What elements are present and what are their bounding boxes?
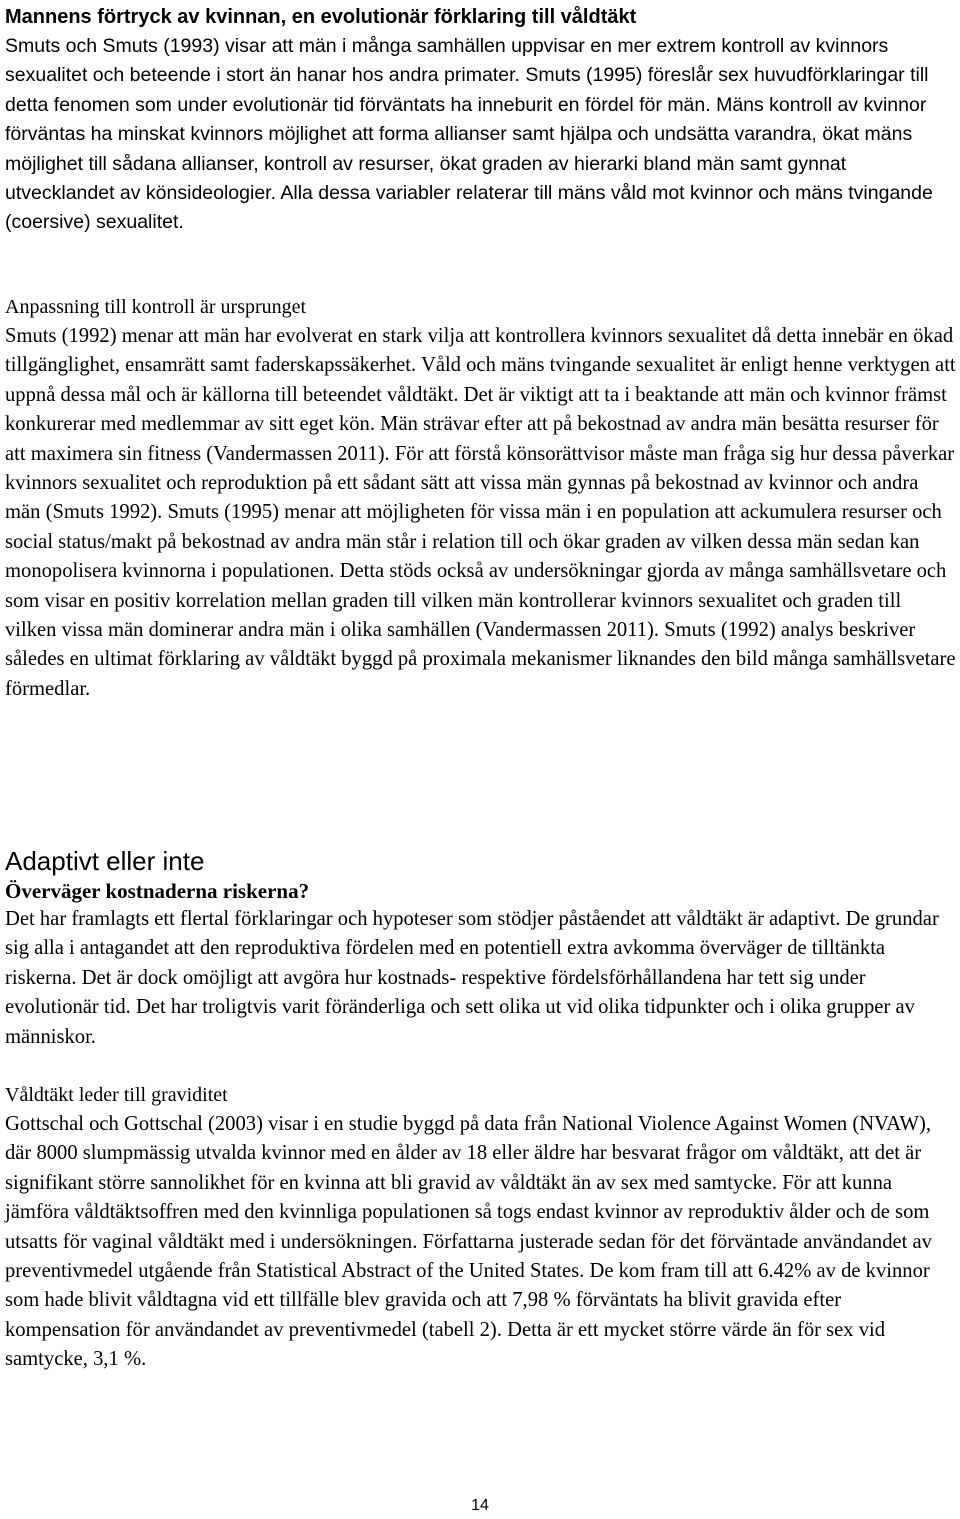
section-title: Anpassning till kontroll är ursprunget bbox=[5, 296, 307, 318]
section-adaptive bbox=[5, 845, 957, 1052]
section-body: Smuts (1992) menar att män har evolverat en stark vilja att kontrollera kvinnors sexualitet då detta innebär en ökad tillgänglighet, ensamrätt samt faderskapssäkerhet. Våld och mäns tvingande sexualitet är enligt henne verktygen att uppnå dessa mål och är källorna till beteendet våldtäkt. Det är viktigt att ta i beaktande att män och kvinnor främst konkurerar med medlemmar av sitt eget kön. Män strävar efter att på bekostnad av andra män besätta resurser för att maximera sin fitness (Vandermassen 2011). För att förstå könsorättvisor måste man fråga sig hur dessa påverkar kvinnors sexualitet och reproduktion på ett sådant sätt att vissa män gynnas på bekostnad av kvinnor och andra män (Smuts 1992). Smuts (1995) menar att möjligheten för vissa män i en population att ackumulera resurser och social status/makt på bekostnad av andra män står i relation till och ökar graden av vilken dessa män sedan kan monopolisera kvinnorna i populationen. Detta stöds också av undersökningar gjorda av många samhällsvetare och som visar en positiv korrelation mellan graden till vilken män kontrollerar kvinnors sexualitet och graden till vilken vissa män dominerar andra män i olika samhällen (Vandermassen 2011). Smuts (1992) analys beskriver således en ultimat förklaring av våldtäkt byggd på proximala mekanismer liknandes den bild många samhällsvetare förmedlar. bbox=[5, 325, 956, 700]
section-body: Det har framlagts ett flertal förklaringar och hypoteser som stödjer påståendet att våldtäkt är adaptivt. De grundar sig alla i antagandet att den reproduktiva fördelen med en potentiell extra avkomma överväger de tilltänkta riskerna. Det är dock omöjligt att avgöra hur kostnads- respektive fördelsförhållandena har tett sig under evolutionär tid. Det har troligtvis varit föränderliga och sett olika ut vid olika tidpunkter och i olika grupper av människor. bbox=[5, 908, 939, 1048]
section-body: Gottschal och Gottschal (2003) visar i en studie byggd på data från National Violence Against Women (NVAW), där 8000 slumpmässig utvalda kvinnor med en ålder av 18 eller äldre har besvarat frågor om våldtäkt, att det är signifikant större sannolikhet för en kvinna att bli gravid av våldtäkt än av sex med samtycke. För att kunna jämföra våldtäktsoffren med den kvinnliga populationen så togs endast kvinnor av reproduktiv ålder och de som utsatts för vaginal våldtäkt med i undersökningen. Författarna justerade sedan för det förväntade användandet av preventivmedel utgående från Statistical Abstract of the United States. De kom fram till att 6.42% av de kvinnor som hade blivit våldtagna vid ett tillfälle blev gravida och att 7,98 % förväntats ha blivit gravida efter kompensation för användandet av preventivmedel (tabell 2). Detta är ett mycket större värde än för sex vid samtycke, 3,1 %. bbox=[5, 1113, 932, 1371]
section-title: Mannens förtryck av kvinnan, en evolutionär förklaring till våldtäkt bbox=[5, 6, 637, 28]
section-control-origin bbox=[5, 293, 957, 704]
section-male-oppression bbox=[5, 3, 957, 238]
page-number: 14 bbox=[471, 1497, 489, 1514]
section-body: Smuts och Smuts (1993) visar att män i många samhällen uppvisar en mer extrem kontroll av kvinnors sexualitet och beteende i stort än hanar hos andra primater. Smuts (1995) föreslår sex huvudförklaringar till detta fenomen som under evolutionär tid förväntats ha inneburit en fördel för män. Mäns kontroll av kvinnor förväntas ha minskat kvinnors möjlighet att forma allianser samt hjälpa och undsätta varandra, ökat mäns möjlighet till sådana allianser, kontroll av resurser, ökat graden av hierarki bland män samt gynnat utvecklandet av könsideologier. Alla dessa variabler relaterar till mäns våld mot kvinnor och mäns tvingande (coersive) sexualitet. bbox=[5, 35, 933, 234]
section-pregnancy bbox=[5, 1081, 957, 1375]
section-title: Våldtäkt leder till graviditet bbox=[5, 1084, 228, 1106]
section-subheading: Överväger kostnaderna riskerna? bbox=[5, 879, 310, 903]
section-heading: Adaptivt eller inte bbox=[5, 846, 205, 876]
